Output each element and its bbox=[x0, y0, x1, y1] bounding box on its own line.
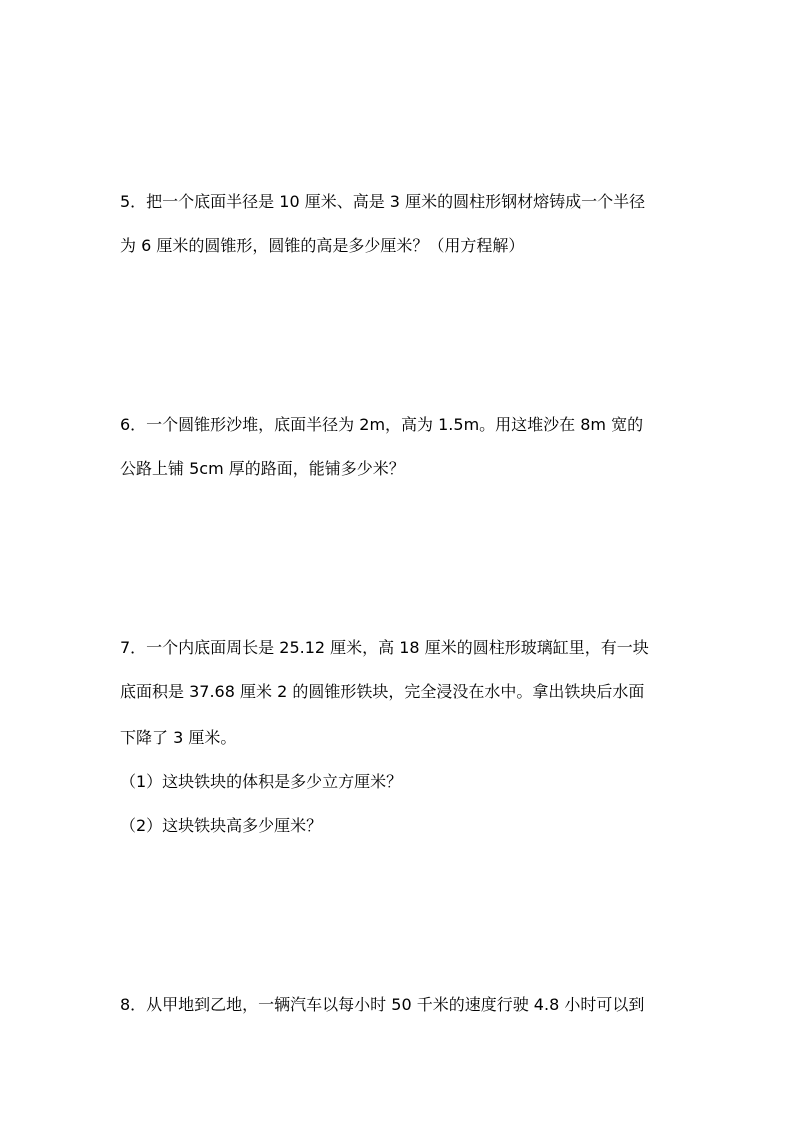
problem-5-line-1: 5．把一个底面半径是 10 厘米、高是 3 厘米的圆柱形钢材熔铸成一个半径 bbox=[120, 192, 646, 211]
problem-7-subquestion-1: （1）这块铁块的体积是多少立方厘米？ bbox=[120, 772, 403, 791]
problem-7-line-3: 下降了 3 厘米。 bbox=[120, 728, 237, 747]
problem-5-line-2: 为 6 厘米的圆锥形，圆锥的高是多少厘米？（用方程解） bbox=[120, 236, 525, 255]
problem-8-line-1: 8．从甲地到乙地，一辆汽车以每小时 50 千米的速度行驶 4.8 小时可以到 bbox=[120, 995, 645, 1014]
problem-7-line-1: 7．一个内底面周长是 25.12 厘米，高 18 厘米的圆柱形玻璃缸里，有一块 bbox=[120, 638, 649, 657]
problem-7-line-2: 底面积是 37.68 厘米 2 的圆锥形铁块，完全浸没在水中。拿出铁块后水面 bbox=[120, 682, 645, 701]
problem-7-subquestion-2: （2）这块铁块高多少厘米？ bbox=[120, 816, 323, 835]
problem-6-line-1: 6．一个圆锥形沙堆，底面半径为 2m，高为 1.5m。用这堆沙在 8m 宽的 bbox=[120, 415, 644, 434]
problem-6-line-2: 公路上铺 5cm 厚的路面，能铺多少米？ bbox=[120, 459, 405, 478]
